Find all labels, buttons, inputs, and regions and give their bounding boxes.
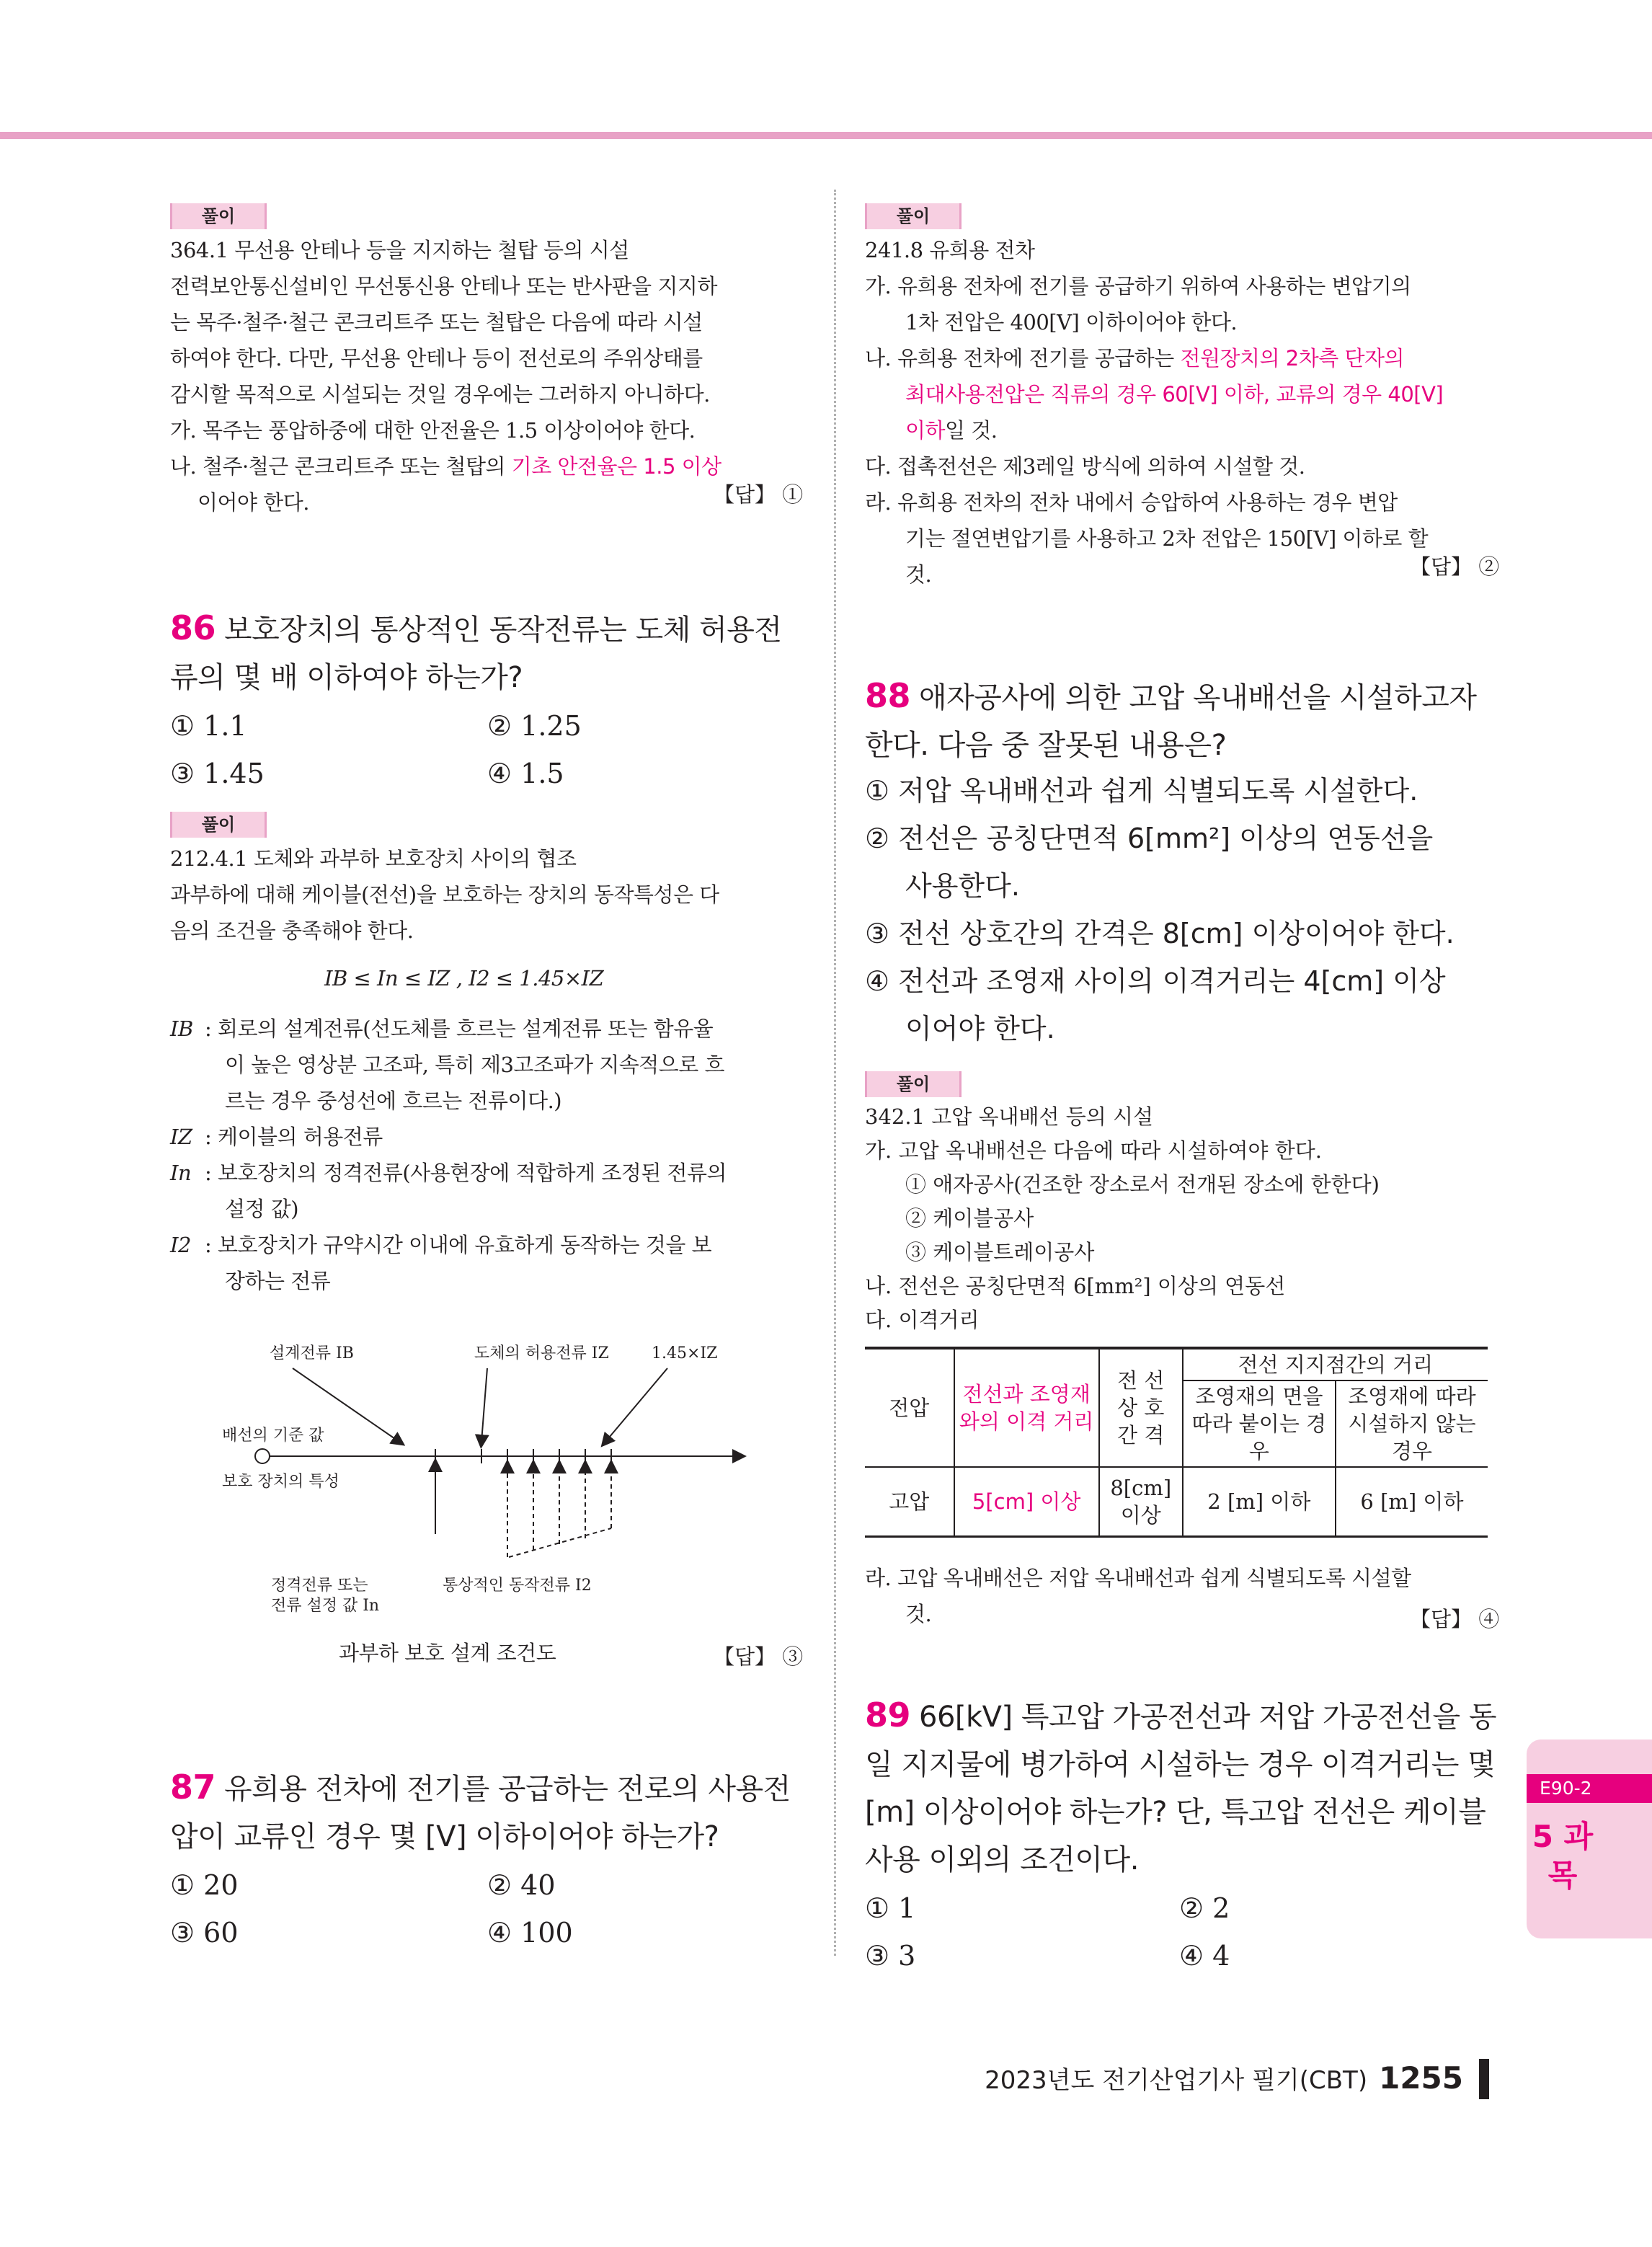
highlight-text: 전원장치의 2차측 단자의	[1180, 346, 1405, 371]
option-2[interactable]: ② 전선은 공칭단면적 6[mm²] 이상의 연동선을	[865, 823, 1434, 854]
question-number: 87	[170, 1768, 216, 1807]
origin-marker	[255, 1449, 270, 1463]
question-line: 일 지지물에 병가하여 시설하는 경우 이격거리는 몇	[865, 1748, 1496, 1781]
highlight-text: 이하	[905, 418, 946, 443]
line: 342.1 고압 옥내배선 등의 시설	[865, 1104, 1154, 1129]
line: : 회로의 설계전류(선도체를 흐르는 설계전류 또는 함유율	[205, 1016, 714, 1041]
answer-label: 【답】 ②	[1410, 554, 1500, 579]
question-text: 66[kV] 특고압 가공전선과 저압 가공전선을 동	[919, 1701, 1496, 1734]
option-4[interactable]: ④ 100	[487, 1917, 573, 1949]
definition-i2	[170, 1227, 804, 1299]
option-4[interactable]: ④ 4	[1179, 1940, 1230, 1972]
line: 가. 목주는 풍압하중에 대한 안전율은 1.5 이상이어야 한다.	[170, 418, 696, 443]
overload-diagram	[170, 1334, 804, 1636]
header-along: 조영재의 면을 따라 붙이는 경우	[1183, 1380, 1336, 1467]
answer-label: 【답】 ④	[1410, 1607, 1500, 1631]
highlight-text: 기초 안전율은 1.5 이상	[511, 454, 721, 479]
question-number: 88	[865, 676, 911, 715]
line: : 보호장치가 규약시간 이내에 유효하게 동작하는 것을 보	[205, 1233, 712, 1257]
question-line: 류의 몇 배 이하여야 하는가?	[170, 661, 523, 694]
subject-label: 5 과 목	[1532, 1819, 1594, 1893]
answer-label: 【답】 ③	[714, 1644, 804, 1669]
cell-voltage: 고압	[865, 1467, 954, 1537]
text: 일 것.	[945, 418, 998, 443]
solution-241-text	[865, 232, 1499, 593]
line: 는 목주·철주·철근 콘크리트주 또는 철탑은 다음에 따라 시설	[170, 310, 703, 334]
line: 라. 고압 옥내배선은 저압 옥내배선과 쉽게 식별되도록 시설할	[865, 1566, 1411, 1590]
definition-ib	[170, 1011, 804, 1119]
header-mutual: 전 선 상 호 간 격	[1099, 1348, 1183, 1467]
line: ② 케이블공사	[905, 1206, 1034, 1231]
overload-formula: IB ≤ In ≤ IZ , I2 ≤ 1.45×IZ	[324, 966, 604, 990]
arrow-allowable	[481, 1368, 487, 1442]
line: ① 애자공사(건조한 장소로서 전개된 장소에 한한다)	[905, 1172, 1380, 1197]
option-1[interactable]: ① 저압 옥내배선과 쉽게 식별되도록 시설한다.	[865, 775, 1418, 807]
option-2[interactable]: ② 2	[1179, 1892, 1230, 1924]
cell-not-along: 6 [m] 이하	[1336, 1467, 1488, 1537]
answer-label: 【답】 ①	[714, 482, 804, 507]
symbol: IB	[170, 1016, 193, 1041]
symbol-definitions	[170, 1011, 804, 1299]
line: : 보호장치의 정격전류(사용현장에 적합하게 조정된 전류의	[205, 1161, 727, 1185]
solution-badge: 풀이	[865, 203, 962, 229]
label-operating: 통상적인 동작전류 I2	[443, 1577, 592, 1595]
footer-bar	[1479, 2059, 1489, 2099]
line: 라. 유희용 전차의 전차 내에서 승압하여 사용하는 경우 변압	[865, 490, 1398, 515]
line	[865, 412, 1499, 448]
label-allowable-current: 도체의 허용전류 IZ	[474, 1344, 609, 1362]
question-87	[170, 1763, 804, 1861]
question-line: 한다. 다음 중 잘못된 내용은?	[865, 729, 1227, 762]
line: 음의 조건을 충족해야 한다.	[170, 918, 414, 943]
page-number: 1255	[1379, 2060, 1463, 2096]
line: 하여야 한다. 다만, 무선용 안테나 등이 전선로의 주위상태를	[170, 346, 703, 371]
column-divider	[834, 190, 836, 1956]
cell-mutual: 8[cm] 이상	[1099, 1467, 1183, 1537]
line	[170, 448, 804, 484]
question-text: 보호장치의 통상적인 동작전류는 도체 허용전	[224, 613, 782, 647]
option-2-cont: 사용한다.	[905, 870, 1020, 902]
label-base: 배선의 기준 값	[222, 1427, 324, 1445]
line: 것.	[905, 1602, 932, 1626]
line: 이 높은 영상분 고조파, 특히 제3고조파가 지속적으로 흐	[225, 1052, 725, 1077]
option-1[interactable]: ① 1.1	[170, 710, 247, 742]
label-rated-1: 정격전류 또는	[271, 1577, 368, 1595]
definition-iz	[170, 1119, 804, 1155]
top-accent-bar	[0, 132, 1652, 139]
line: 241.8 유희용 전차	[865, 238, 1035, 262]
line: 나. 전선은 공칭단면적 6[mm²] 이상의 연동선	[865, 1274, 1286, 1298]
question-number: 89	[865, 1696, 911, 1734]
label-145: 1.45×IZ	[652, 1344, 718, 1362]
text: 나. 유희용 전차에 전기를 공급하는	[865, 346, 1181, 371]
solution-badge: 풀이	[170, 203, 267, 229]
question-line	[170, 604, 804, 654]
question-text: 유희용 전차에 전기를 공급하는 전로의 사용전	[224, 1773, 791, 1806]
highlight-line: 최대사용전압은 직류의 경우 60[V] 이하, 교류의 경우 40[V]	[905, 382, 1444, 407]
option-2[interactable]: ② 40	[487, 1869, 556, 1901]
line: 가. 유희용 전차에 전기를 공급하기 위하여 사용하는 변압기의	[865, 274, 1411, 298]
page-footer	[985, 2060, 1463, 2096]
line: 기는 절연변압기를 사용하고 2차 전압은 150[V] 이하로 할	[905, 526, 1429, 551]
solution-342-text	[865, 1100, 1499, 1337]
question-86	[170, 604, 804, 701]
header-distance: 전선과 조영재와의 이격 거리	[954, 1348, 1099, 1467]
question-line	[865, 1691, 1499, 1741]
solution-364-text	[170, 232, 804, 520]
solution-badge: 풀이	[865, 1071, 962, 1097]
cell-along: 2 [m] 이하	[1183, 1467, 1336, 1537]
option-4-cont: 이어야 한다.	[905, 1013, 1055, 1045]
label-rated-2: 전류 설정 값 In	[271, 1597, 380, 1615]
question-line	[865, 672, 1499, 722]
definition-text	[205, 1011, 724, 1119]
label-protect: 보호 장치의 특성	[222, 1473, 339, 1491]
text: 나. 철주·철근 콘크리트주 또는 철탑의	[170, 454, 512, 479]
q88-options	[865, 767, 1514, 1052]
line: 전력보안통신설비인 무선통신용 안테나 또는 반사판을 지지하	[170, 274, 717, 298]
line: 1차 전압은 400[V] 이하이어야 한다.	[905, 310, 1238, 334]
option-3[interactable]: ③ 전선 상호간의 간격은 8[cm] 이상이어야 한다.	[865, 918, 1455, 949]
cell-distance: 5[cm] 이상	[954, 1467, 1099, 1537]
header-not-along: 조영재에 따라 시설하지 않는 경우	[1336, 1380, 1488, 1467]
definition-text	[205, 1155, 727, 1227]
solution-badge: 풀이	[170, 812, 267, 838]
header-voltage: 전압	[865, 1348, 954, 1467]
line: 설정 값)	[225, 1197, 299, 1221]
book-title: 2023년도 전기산업기사 필기(CBT)	[985, 2066, 1368, 2095]
option-3[interactable]: ③ 1.45	[170, 758, 265, 789]
option-1[interactable]: ① 1	[865, 1892, 916, 1924]
line	[865, 340, 1499, 376]
arrows-operating	[507, 1466, 611, 1557]
symbol: I2	[170, 1233, 191, 1257]
definition-text	[205, 1227, 711, 1299]
line: 장하는 전류	[225, 1269, 331, 1293]
option-3[interactable]: ③ 60	[170, 1917, 239, 1949]
label-design-current: 설계전류 IB	[270, 1344, 354, 1362]
question-88	[865, 672, 1499, 769]
line: 364.1 무선용 안테나 등을 지지하는 철탑 등의 시설	[170, 238, 629, 262]
clearance-table	[865, 1347, 1488, 1538]
question-line: [m] 이상이어야 하는가? 단, 특고압 전선은 케이블	[865, 1796, 1486, 1829]
line: 가. 고압 옥내배선은 다음에 따라 시설하여야 한다.	[865, 1138, 1323, 1163]
question-number: 86	[170, 608, 216, 647]
diagram-caption: 과부하 보호 설계 조건도	[339, 1641, 556, 1665]
question-line	[170, 1763, 804, 1813]
question-line: 사용 이외의 조건이다.	[865, 1843, 1139, 1876]
symbol: IZ	[170, 1125, 192, 1149]
solution-212-text	[170, 841, 804, 949]
line: 것.	[905, 562, 932, 587]
option-4[interactable]: ④ 1.5	[487, 758, 564, 789]
definition-in	[170, 1155, 804, 1227]
solution-342-last	[865, 1560, 1499, 1632]
option-3[interactable]: ③ 3	[865, 1940, 916, 1972]
line: 다. 이격거리	[865, 1308, 980, 1332]
question-89	[865, 1691, 1499, 1884]
header-support: 전선 지지점간의 거리	[1183, 1348, 1488, 1380]
definition-text: : 케이블의 허용전류	[205, 1125, 383, 1149]
question-text: 애자공사에 의한 고압 옥내배선을 시설하고자	[919, 681, 1477, 714]
line: 르는 경우 중성선에 흐르는 전류이다.)	[225, 1089, 562, 1113]
chapter-code: E90-2	[1527, 1774, 1652, 1803]
symbol: In	[170, 1161, 192, 1185]
line: 과부하에 대해 케이블(전선)을 보호하는 장치의 동작특성은 다	[170, 882, 719, 907]
line: 감시할 목적으로 시설되는 것일 경우에는 그러하지 아니하다.	[170, 382, 710, 407]
arrow-145	[605, 1368, 667, 1442]
question-line: 압이 교류인 경우 몇 [V] 이하이어야 하는가?	[170, 1820, 719, 1853]
line: 212.4.1 도체와 과부하 보호장치 사이의 협조	[170, 846, 577, 871]
option-1[interactable]: ① 20	[170, 1869, 239, 1901]
line: 다. 접촉전선은 제3레일 방식에 의하여 시설할 것.	[865, 454, 1305, 479]
option-4[interactable]: ④ 전선과 조영재 사이의 이격거리는 4[cm] 이상	[865, 965, 1446, 997]
option-2[interactable]: ② 1.25	[487, 710, 582, 742]
line: 이어야 한다.	[197, 490, 310, 515]
chapter-side-tab	[1527, 1739, 1652, 1938]
line: ③ 케이블트레이공사	[905, 1240, 1095, 1264]
